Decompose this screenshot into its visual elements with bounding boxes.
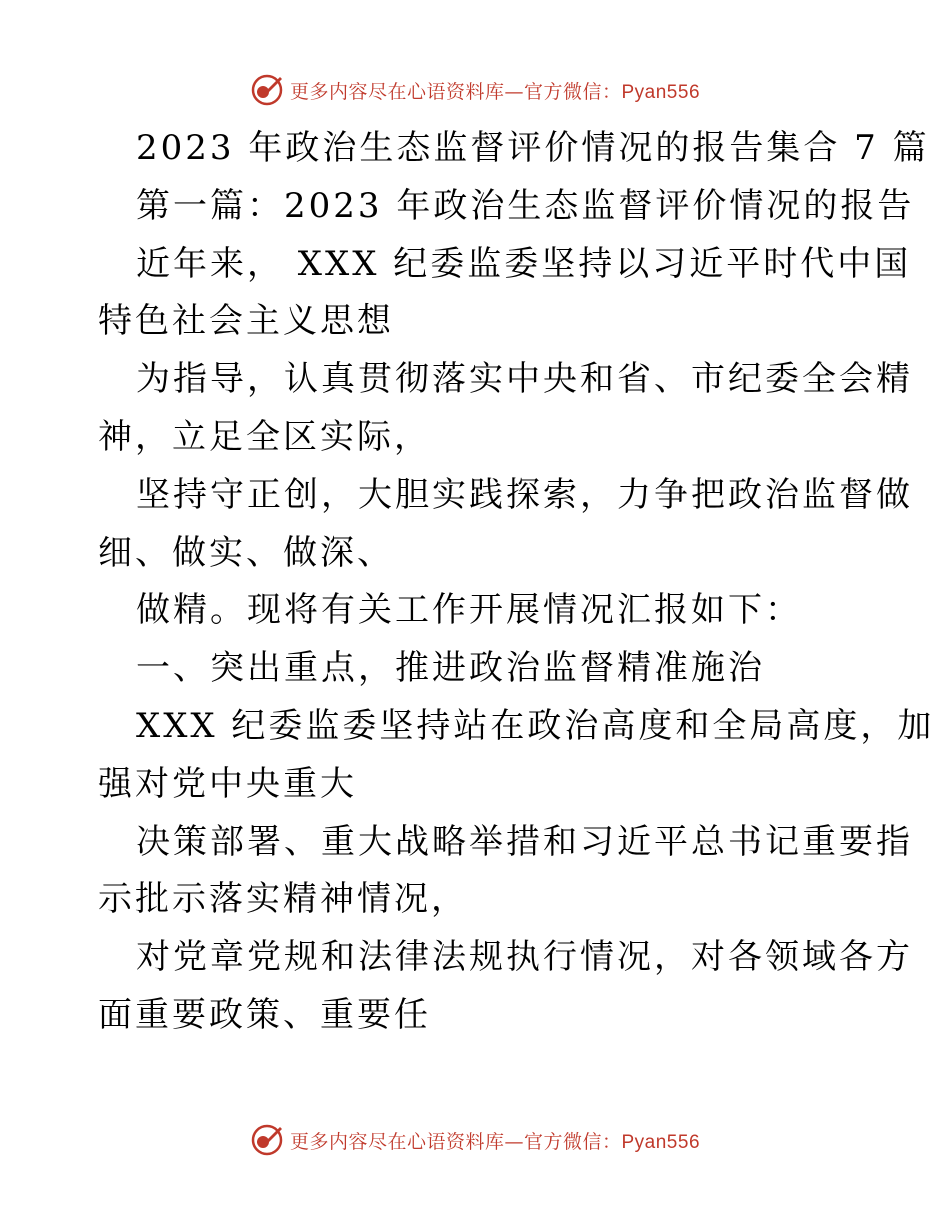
paragraph-line: 神，立足全区实际， <box>98 416 431 457</box>
header-wechat-id: Pyan556 <box>621 81 701 103</box>
paragraph-line: 做精。现将有关工作开展情况汇报如下： <box>136 590 802 631</box>
paragraph-line: 强对党中央重大 <box>98 763 357 804</box>
footer-banner-inner <box>250 1123 700 1157</box>
header-banner-text: 更多内容尽在心语资料库—官方微信：Pyan556 <box>289 80 701 103</box>
paragraph-line: 对党章党规和法律法规执行情况，对各领域各方 <box>136 937 913 978</box>
document-title: 2023 年政治生态监督评价情况的报告集合 7 篇 <box>136 128 930 168</box>
pen-logo-icon <box>250 1123 284 1157</box>
footer-banner-text: 更多内容尽在心语资料库—官方微信：Pyan556 <box>289 1130 701 1153</box>
footer-wechat-id: Pyan556 <box>621 1131 701 1153</box>
document-body <box>98 120 935 1045</box>
pen-logo-icon <box>250 73 284 107</box>
paragraph-line: 示批示落实精神情况， <box>98 879 468 920</box>
header-banner-inner <box>250 73 700 107</box>
paragraph-line: 特色社会主义思想 <box>98 301 394 342</box>
paragraph-line: 近年来， XXX 纪委监委坚持以习近平时代中国 <box>136 243 912 284</box>
paragraph-line: 细、做实、做深、 <box>98 532 394 573</box>
paragraph-line: 决策部署、重大战略举措和习近平总书记重要指 <box>136 821 913 862</box>
chapter-heading: 第一篇：2023 年政治生态监督评价情况的报告 <box>136 185 915 226</box>
paragraph-line: 为指导，认真贯彻落实中央和省、市纪委全会精 <box>136 359 913 400</box>
paragraph-line: 坚持守正创，大胆实践探索，力争把政治监督做 <box>136 474 913 515</box>
paragraph-line: XXX 纪委监委坚持站在政治高度和全局高度，加 <box>136 705 935 746</box>
header-banner <box>0 70 950 110</box>
footer-banner <box>0 1120 950 1160</box>
paragraph-line: 面重要政策、重要任 <box>98 994 431 1035</box>
section-heading: 一、突出重点，推进政治监督精准施治 <box>136 648 765 689</box>
